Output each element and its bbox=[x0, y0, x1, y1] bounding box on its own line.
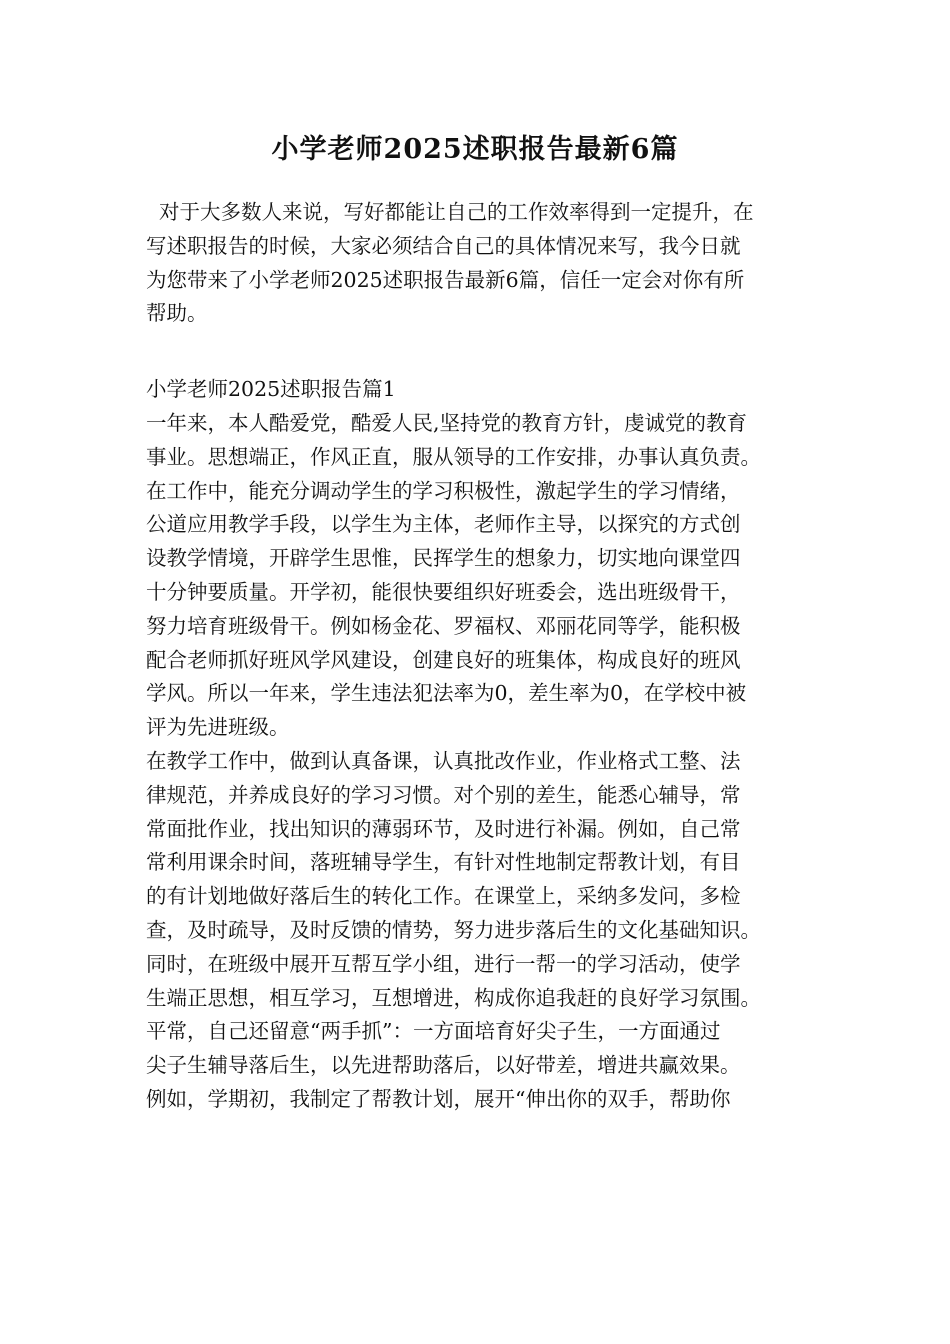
body-line: 十分钟要质量。开学初，能很快要组织好班委会，选出班级骨干， bbox=[146, 579, 741, 604]
body-line: 例如，学期初，我制定了帮教计划，展开“伸出你的双手，帮助你 bbox=[146, 1086, 731, 1111]
intro-line: 写述职报告的时候，大家必须结合自己的具体情况来写，我今日就 bbox=[146, 233, 741, 258]
body-line: 同时，在班级中展开互帮互学小组，进行一帮一的学习活动，使学 bbox=[146, 951, 741, 976]
document-title: 小学老师2025述职报告最新6篇 bbox=[271, 134, 679, 165]
body-line: 查，及时疏导，及时反馈的情势，努力进步落后生的文化基础知识。 bbox=[146, 917, 761, 942]
body-line: 一年来，本人酷爱党，酷爱人民,坚持党的教育方针，虔诚党的教育 bbox=[146, 410, 748, 435]
intro-line: 对于大多数人来说，写好都能让自己的工作效率得到一定提升，在 bbox=[146, 200, 754, 224]
intro-line: 为您带来了小学老师2025述职报告最新6篇，信任一定会对你有所 bbox=[146, 267, 745, 292]
body-line: 律规范，并养成良好的学习习惯。对个别的差生，能悉心辅导，常 bbox=[146, 782, 741, 807]
body-line: 努力培育班级骨干。例如杨金花、罗福权、邓丽花同等学，能积极 bbox=[146, 613, 741, 638]
body-line: 在工作中，能充分调动学生的学习积极性，激起学生的学习情绪， bbox=[146, 478, 741, 503]
body-line: 常面批作业，找出知识的薄弱环节，及时进行补漏。例如，自己常 bbox=[146, 816, 741, 841]
document-body bbox=[146, 196, 806, 1117]
body-line: 公道应用教学手段，以学生为主体，老师作主导，以探究的方式创 bbox=[146, 512, 741, 537]
intro-line: 帮助。 bbox=[146, 301, 208, 326]
body-line: 的有计划地做好落后生的转化工作。在课堂上，采纳多发问，多检 bbox=[146, 884, 741, 909]
body-line: 评为先进班级。 bbox=[146, 715, 290, 740]
body-line: 配合老师抓好班风学风建设，创建良好的班集体，构成良好的班风 bbox=[146, 647, 741, 672]
body-line: 尖子生辅导落后生，以先进帮助落后，以好带差，增进共赢效果。 bbox=[146, 1053, 741, 1078]
body-line: 生端正思想，相互学习，互想增进，构成你追我赶的良好学习氛围。 bbox=[146, 985, 761, 1010]
body-line: 学风。所以一年来，学生违法犯法率为0，差生率为0，在学校中被 bbox=[146, 681, 747, 706]
body-line: 平常，自己还留意“两手抓”：一方面培育好尖子生，一方面通过 bbox=[146, 1019, 721, 1044]
section-heading: 小学老师2025述职报告篇1 bbox=[146, 377, 396, 402]
body-line: 设教学情境，开辟学生思惟，民挥学生的想象力，切实地向课堂四 bbox=[146, 546, 741, 571]
body-line: 事业。思想端正，作风正直，服从领导的工作安排，办事认真负责。 bbox=[146, 444, 761, 469]
paragraph-gap bbox=[146, 331, 806, 373]
body-line: 在教学工作中，做到认真备课，认真批改作业，作业格式工整、法 bbox=[146, 748, 741, 773]
body-line: 常利用课余时间，落班辅导学生，有针对性地制定帮教计划，有目 bbox=[146, 850, 741, 875]
